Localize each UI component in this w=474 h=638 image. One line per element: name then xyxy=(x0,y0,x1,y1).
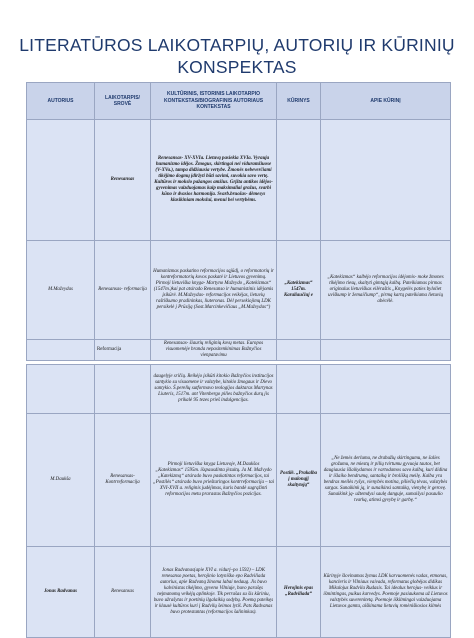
period-cell: Renesansas- reformacija xyxy=(95,241,151,340)
table-row xyxy=(27,120,451,241)
period-cell xyxy=(95,365,151,414)
table-row xyxy=(27,414,451,547)
header-work: KŪRINYS xyxy=(277,83,321,120)
table-row xyxy=(27,241,451,340)
work-cell xyxy=(277,365,321,414)
period-cell: Renesansas xyxy=(95,547,151,638)
author-cell: M.Mažvydas xyxy=(27,241,95,340)
title-line-2: KONSPEKTAS xyxy=(177,57,297,77)
document-title xyxy=(0,34,474,78)
about-cell xyxy=(321,120,451,241)
header-author: AUTORIUS xyxy=(27,83,95,120)
about-cell: „Ne žemės derlumu, ne drabužių skirtingumu, ne šalies grožumu, ne miestų ir pilių tvirtumu gyvuoja tautos, bet daugiausia išlaikydamos ir vartodamos savo kalbą, kuri didina ir išlaiko bendrumą, santaiką ir brolišką meilę. Kalba yra bendras meilės ryšys, vienybės motina, piliečių tėvas, valstybės sargas. Sunaikink ją, ir sunaikinsi santaiką, vienybę ir gerovę. Sunaikink ją- užtemdysi saulę danguje, sumaišysi pasaulio tvarką, atimsi gyvybę ir garbę.“ xyxy=(321,414,451,547)
period-cell: Renesansas xyxy=(95,120,151,241)
summary-table-2 xyxy=(26,364,451,638)
author-cell: M.Daukša xyxy=(27,414,95,547)
work-cell: Herojinis epas „Radviliada“ xyxy=(277,547,321,638)
work-cell xyxy=(277,340,321,361)
work-cell: „Katekizmas“ 1547m. Karaliaučiuj e xyxy=(277,241,321,340)
about-cell: „Katekizmas“ kalbėjo reformacijos idėjomis- moke žmones tikėjimo tiesų, skaityti gimtąją kalbą. Pateikiamas pirmas originalus lietuviškas eilėraštis „Knygelės paties byloliet uviškump ir žemaičiump“, pirmą kartą pateikiama lietuvių abėcėlė. xyxy=(321,241,451,340)
table-row xyxy=(27,340,451,361)
about-cell xyxy=(321,340,451,361)
about-cell: Kūrinyje šlovinamas žymus LDK karvuomenės vadas, etmonas, kancleris ir Vilniaus vaivada, reformatus globėjas didikas Mikalojus Radvila Rudasis. Tai idealus herojus- veiklus ir išmintingas, puikus karvedys. Poemoje pasiaukoma už Lietuvos valstybės suverenitetą. Poemoje iškilmingai vaizduojama Lietuvos gamta, aiškinama lietuvių romėniškosios kilmės xyxy=(321,547,451,638)
context-cell: daugelyje sričių. Reikėjo įsikūti kitokio Bažnyčios institucijos santykio su visuomene ir valstybe, kitokio žmogaus ir Dievo santykio. Š.perelių sutformavo teologijos daktaras Martynas Liuteris, 1517m. ant Vitenbergo pilies bažnyčios durų jis prikalė 95 tezes prieš indulgencijas. xyxy=(151,365,277,414)
title-line-1: LITERATŪROS LAIKOTARPIŲ, AUTORIŲ IR KŪRINIŲ xyxy=(19,35,455,55)
context-cell: Renesansas- šiaurių religinių kovų metas. Europos visuomenėje branda nepasitenkinimas Bažnyčios vienpatavimu xyxy=(151,340,277,361)
summary-table-1 xyxy=(26,82,451,361)
header-context: KULTŪRINIS, ISTORINIS LAIKOTARPIO KONTEKSTAS/BIOGRAFINIS AUTORIAUS KONTEKSTAS xyxy=(151,83,277,120)
header-period: LAIKOTARPIS/ SROVĖ xyxy=(95,83,151,120)
author-cell xyxy=(27,365,95,414)
context-cell: Renesansas- XV-XVIa. Lietuvą pasiekia XVIa. Vyrauja humanizmo idėjos. Žmogus, skirtingai nei viduramžiuose (V-XVa.), tampa didžiausia vertybe. Žmonės nebeverčiami tikėjimo dogmų įdiržyti būti savimi, suvokia savo vertę. Kultūros ir mokslo pažangos amžius. Grįžta antikos idėjos- gyvenimas vaizduojamas kaip maksimaliai gražus, svarbi kūno ir dvasios harmonija. Svarb.bruožas- dėmesys klasikiniam mokslui, menui bei vertybėms. xyxy=(151,120,277,241)
author-cell: Jonas Radvanas xyxy=(27,547,95,638)
work-cell: Postilė. „Prakalba į malonąjį skaitytoją“ xyxy=(277,414,321,547)
table-row xyxy=(27,365,451,414)
work-cell xyxy=(277,120,321,241)
about-cell xyxy=(321,365,451,414)
period-cell: Reformacija xyxy=(95,340,151,361)
period-cell: Renesansas- Kontrreformacija xyxy=(95,414,151,547)
header-row xyxy=(27,83,451,120)
header-about: APIE KŪRINĮ xyxy=(321,83,451,120)
author-cell xyxy=(27,120,95,241)
table-row xyxy=(27,547,451,638)
context-cell: Jonas Radvanas(apie XVI a. vidurį–po 1592) – LDK renesanso poetas, herojinio lotyniško epo Radviliada autorius, apie Radvaną žinoma labai nedaug. Jis buvo kalvinistas tikėjimo, gyveno Vilniuje, buvo parašęs neįmanomų veikėjų aplinkoje. Tik perrašas su šis kūriniu, buvo užrašytas ir poetinių ilgalaikių sodybų. Poemą pateikęs ir klausė kultūros kuri į Radvilų šeimos lytiš. Pats Radvanas buvo protestantas (reformacijos šalininkas). xyxy=(151,547,277,638)
context-cell: Pirmoji lietuviška knyga Lietuvoje, M.Daukšos „Katekizmas“ 1595m. išspausdinta jėzuitų. Ja M. Mažvydo „Katekizmą“ atsirado buvo paskatintas reformacijos, tai „Postilės“ atsirado buvo prieštaringos kontrreformacija – tai XVI-XVII a. religinis judėjimas, kuris bandė sugrąžinti reformacijos metu prarastas Bažnyčios pozicijas. xyxy=(151,414,277,547)
author-cell xyxy=(27,340,95,361)
context-cell: Humanizmas paskatino reformacijos sąjūdį, o reformatorių ir kontreformatorių kovos paskatė ir Lietuvos gyvenimą. Pirmoji lietuviška knyga- Martyno Mažvydo „Katekizmas“ (1547m.)kai pat atsirado Renesanso ir humanistinis idėjomis įsikūrė. M.Mažvydas- reformacijos veikėjas, lietuvių raštiškumo pradininkas, liuteronas. Dėl persekiojimų LDK persikelė į Prūsiją (Sost.Marcinkevičiaus „M.Mažvydas“) xyxy=(151,241,277,340)
